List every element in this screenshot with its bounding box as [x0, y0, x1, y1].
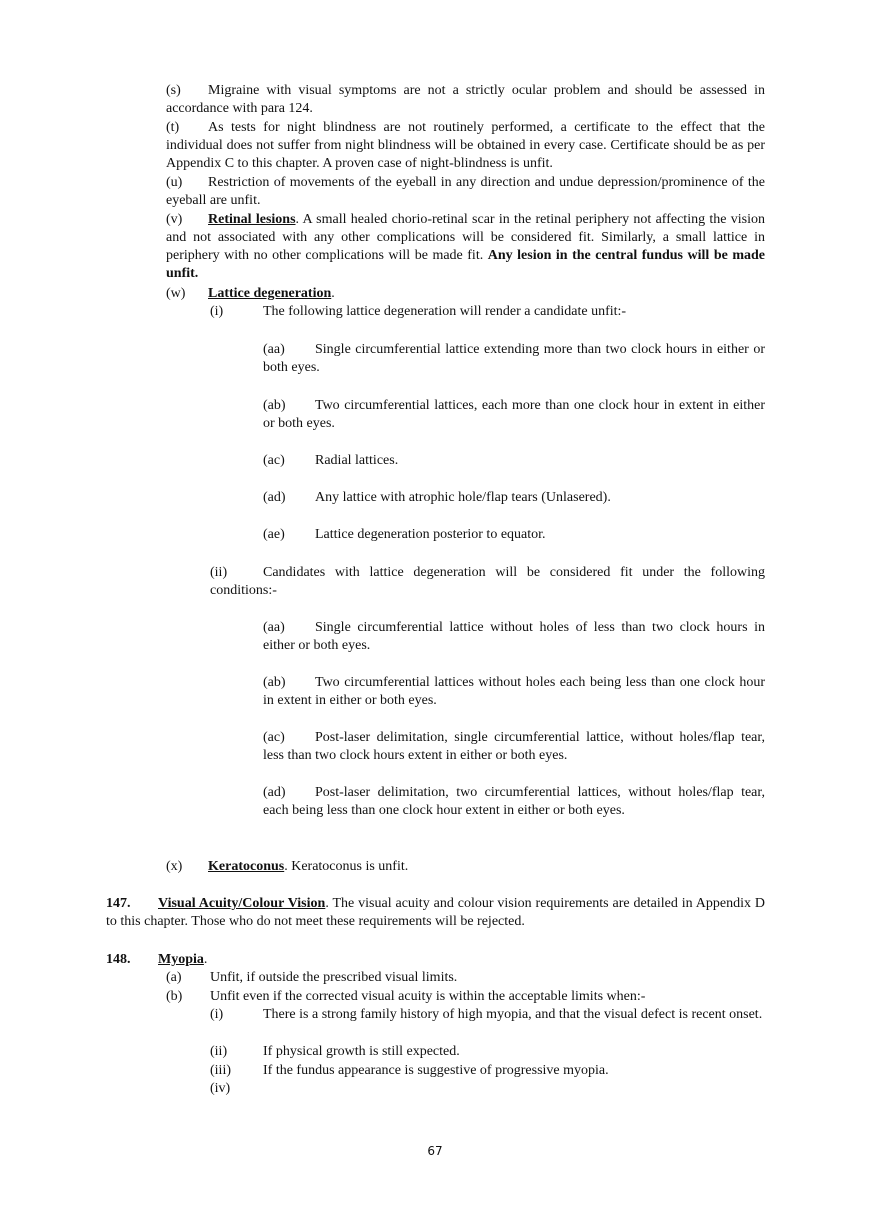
- item-label: (aa): [263, 342, 285, 357]
- item-v: [166, 211, 765, 283]
- item-label: (ii): [210, 1044, 228, 1059]
- item-label: (aa): [263, 620, 285, 635]
- item-text: Single circumferential lattice extending more than two clock hours in either or both eyes.: [263, 342, 765, 375]
- item-148-b-ii: [210, 1043, 765, 1061]
- paragraph-147: [106, 895, 765, 931]
- item-label: (w): [166, 286, 186, 301]
- item-heading: Keratoconus: [208, 859, 285, 874]
- item-148-b: [166, 988, 765, 1006]
- item-w-ii-ac: [263, 729, 765, 765]
- item-text: Post-laser delimitation, two circumferential lattices, without holes/flap tear, each being less than one clock hour extent in either or both eyes.: [263, 785, 765, 818]
- item-t: [166, 119, 765, 173]
- item-heading: Retinal lesions: [208, 212, 296, 227]
- item-148-a: [166, 969, 765, 987]
- item-text: . Keratoconus is unfit.: [284, 859, 409, 874]
- item-label: (ab): [263, 398, 286, 413]
- item-label: (a): [166, 970, 182, 985]
- item-suffix: .: [331, 286, 335, 301]
- item-text: Two circumferential lattices, each more than one clock hour in extent in either or both eyes.: [263, 398, 765, 431]
- paragraph-text: . The visual acuity and colour vision requirements are detailed in Appendix D to this chapter. Those who do not meet these requirements will be rejected.: [106, 896, 766, 929]
- item-label: (u): [166, 175, 183, 190]
- item-x: [166, 858, 765, 876]
- item-label: (iii): [210, 1063, 231, 1078]
- item-text: If the fundus appearance is suggestive of progressive myopia.: [263, 1063, 609, 1078]
- item-w-i-ae: [263, 526, 765, 544]
- item-label: (ad): [263, 785, 286, 800]
- item-label: (ab): [263, 675, 286, 690]
- page-number: 67: [427, 1144, 443, 1158]
- item-w-ii-aa: [263, 619, 765, 655]
- item-148-b-i: [210, 1006, 765, 1024]
- item-label: (b): [166, 989, 183, 1004]
- item-label: (i): [210, 1007, 224, 1022]
- item-text: There is a strong family history of high myopia, and that the visual defect is recent onset.: [263, 1007, 763, 1022]
- item-heading: Lattice degeneration: [208, 286, 332, 301]
- item-text: Restriction of movements of the eyeball in any direction and undue depression/prominence of the eyeball are unfit.: [166, 175, 765, 208]
- item-w-i-ab: [263, 397, 765, 433]
- item-text: Lattice degeneration posterior to equator.: [315, 527, 546, 542]
- item-text: Any lattice with atrophic hole/flap tears (Unlasered).: [315, 490, 611, 505]
- paragraph-suffix: .: [203, 952, 208, 967]
- item-w-ii: [210, 564, 765, 600]
- item-w-i-ad: [263, 489, 765, 507]
- item-label: (ii): [210, 565, 228, 580]
- paragraph-heading: Myopia: [158, 952, 204, 967]
- item-text: Two circumferential lattices without holes each being less than one clock hour in extent in either or both eyes.: [263, 675, 765, 708]
- item-w-i: [210, 303, 765, 321]
- paragraph-number: 147.: [106, 896, 131, 911]
- item-label: (x): [166, 859, 183, 874]
- item-text: As tests for night blindness are not routinely performed, a certificate to the effect that the individual does not suffer from night blindness will be obtained in every case. Certificate should be as per Appendix C to this chapter. A proven case of night-blindness is unfit.: [166, 120, 765, 171]
- item-label: (t): [166, 120, 180, 135]
- item-label: (ac): [263, 453, 285, 468]
- item-text: Unfit even if the corrected visual acuity is within the acceptable limits when:-: [210, 989, 646, 1004]
- item-label: (ac): [263, 730, 285, 745]
- item-text: Migraine with visual symptoms are not a strictly ocular problem and should be assessed in accordance with para 124.: [166, 83, 765, 116]
- item-label: (ae): [263, 527, 285, 542]
- item-text: Radial lattices.: [315, 453, 399, 468]
- item-text: If physical growth is still expected.: [263, 1044, 460, 1059]
- item-label: (v): [166, 212, 183, 227]
- item-w-i-aa: [263, 341, 765, 377]
- item-label: (ad): [263, 490, 286, 505]
- item-text: The following lattice degeneration will render a candidate unfit:-: [263, 304, 627, 319]
- item-w-ii-ab: [263, 674, 765, 710]
- item-148-b-iii: [210, 1062, 765, 1080]
- item-w: [166, 285, 765, 303]
- item-w-i-ac: [263, 452, 765, 470]
- item-label: (iv): [210, 1081, 231, 1096]
- item-text: . A small healed chorio-retinal scar in the retinal periphery not affecting the vision and not associated with any other complications will be considered fit. Similarly, a small lattice in periphery with no other complications will be made fit.: [166, 212, 765, 263]
- paragraph-heading: Visual Acuity/Colour Vision: [158, 896, 326, 911]
- paragraph-number: 148.: [106, 952, 131, 967]
- item-text: Unfit, if outside the prescribed visual limits.: [210, 970, 458, 985]
- item-w-ii-ad: [263, 784, 765, 820]
- item-s: [166, 82, 765, 118]
- paragraph-148: [106, 951, 765, 969]
- item-148-b-iv: [210, 1080, 765, 1098]
- item-text: Post-laser delimitation, single circumferential lattice, without holes/flap tear, less than two clock hours extent in either or both eyes.: [263, 730, 765, 763]
- item-bold-text: Any lesion in the central fundus will be made unfit.: [166, 248, 765, 281]
- item-text: Single circumferential lattice without holes of less than two clock hours in either or both eyes.: [263, 620, 765, 653]
- item-label: (i): [210, 304, 224, 319]
- item-text: Candidates with lattice degeneration will be considered fit under the following conditions:-: [210, 565, 765, 598]
- item-u: [166, 174, 765, 210]
- item-label: (s): [166, 83, 181, 98]
